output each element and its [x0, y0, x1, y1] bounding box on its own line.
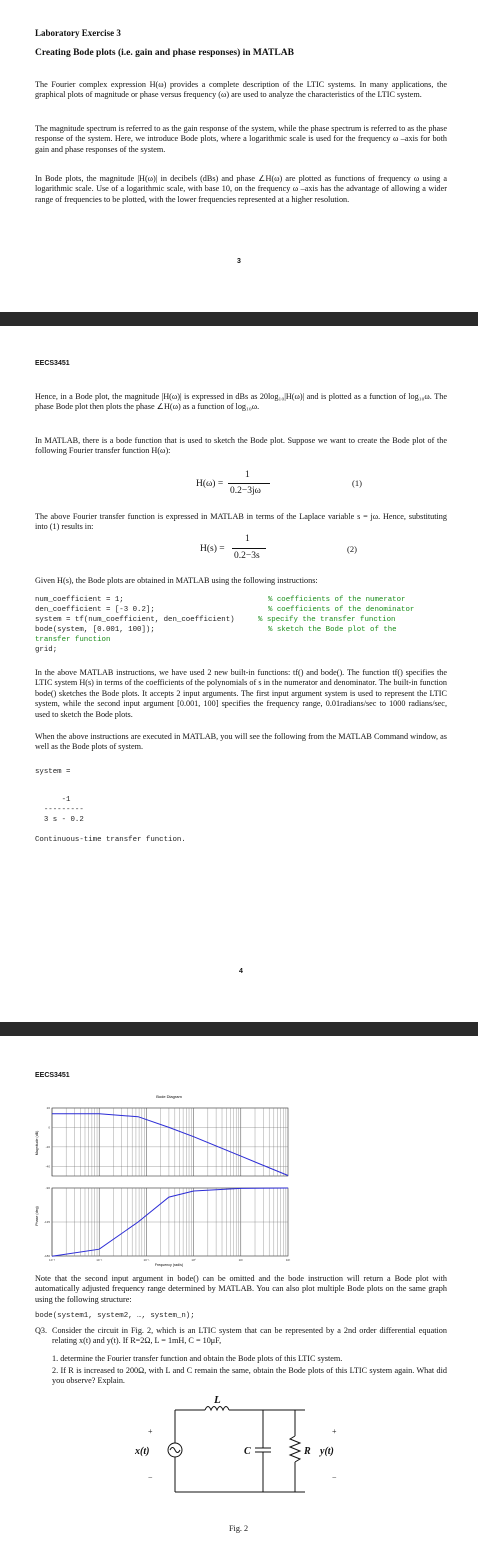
output-line-5: Continuous-time transfer function. [35, 836, 186, 844]
inductor-label: L [214, 1394, 221, 1406]
page-number: 4 [239, 968, 243, 975]
y-tick-label: -180 [43, 1254, 50, 1259]
y-tick-label: 0 [48, 1125, 50, 1130]
input-plus: + [148, 1427, 153, 1436]
rlc-circuit-diagram [130, 1396, 350, 1506]
bode-title: Bode Diagram [156, 1094, 182, 1099]
functions-paragraph: In the above MATLAB instructions, we have used 2 new built-in functions: tf() and bode(). The function tf() specifies the LTIC system H(s) in terms of the coefficients of the polynomials of s in the numerator and denominator. The built-in function bode() sketches the Bode plots. It accepts 2 input arguments. The first input argument system is used to represent the LTIC system, while the second input argument [0.001, 100] specifies the frequency range, 0.01radians/sec to 1000 radians/sec, used to sketch the Bode plots. [35, 668, 447, 719]
code-line-2: den_coefficient = [-3 0.2]; [35, 606, 155, 614]
plot-frame [52, 1108, 288, 1176]
page-4 [0, 326, 478, 1020]
y-tick-label: -20 [45, 1145, 50, 1150]
code-comment-3: % specify the transfer function [258, 616, 396, 624]
equation-1-fraction-bar [228, 483, 270, 484]
x-tick-label: 10⁻³ [49, 1258, 55, 1262]
resistor-label: R [304, 1446, 311, 1457]
page-5 [0, 1036, 478, 1544]
intro-paragraph: The Fourier complex expression H(ω) provides a complete description of the LTIC systems. In many applications, the graphical plots of magnitude or phase versus frequency (ω) are used to analyze the characteristics of the LTIC system. [35, 80, 447, 100]
code-line-4: bode(system, [0.001, 100]); [35, 626, 155, 634]
y-tick-label: -40 [45, 1164, 50, 1169]
code-comment-1: % coefficients of the numerator [268, 596, 406, 604]
gain-phase-paragraph: The magnitude spectrum is referred to as the gain response of the system, while the phase spectrum is referred to as the phase response of the system. Here, we introduce Bode plots, where a logarithmic scale is used for the frequency ω –axis for both gain and phase responses of the system. [35, 124, 447, 154]
x-tick-label: 10⁻² [96, 1258, 103, 1262]
x-tick-label: 10⁻¹ [143, 1258, 150, 1262]
code-comment-2: % coefficients of the denominator [268, 606, 415, 614]
code-comment-wrap: transfer function [35, 636, 111, 644]
code-line-5: grid; [35, 646, 58, 654]
output-minus: − [332, 1473, 337, 1482]
output-label: y(t) [320, 1446, 334, 1457]
exercise-title: Laboratory Exercise 3 [35, 28, 121, 38]
x-tick-label: 10⁰ [191, 1258, 196, 1262]
x-tick-label: 10² [285, 1258, 291, 1262]
output-line-4: 3 s - 0.2 [35, 816, 84, 824]
phase-ylabel: Phase (deg) [35, 1206, 39, 1226]
equation-1-denominator: 0.2−3jω [230, 486, 261, 496]
output-plus: + [332, 1427, 337, 1436]
question-text: Consider the circuit in Fig. 2, which is an LTIC system that can be represented by a 2nd order differential equation relating x(t) and y(t). If R=2Ω, L = 1mH, C = 10μF, [52, 1326, 447, 1346]
y-tick-label: -135 [43, 1220, 50, 1225]
output-line-1: system = [35, 768, 71, 776]
input-label: x(t) [135, 1446, 150, 1457]
page-3 [0, 0, 478, 308]
y-tick-label: -90 [45, 1186, 50, 1191]
page-separator [0, 1022, 478, 1036]
equation-2-denominator: 0.2−3s [234, 551, 260, 561]
matlab-bode-paragraph: In MATLAB, there is a bode function that is used to sketch the Bode plot. Suppose we want to create the Bode plot of the following Fourier transfer function H(ω): [35, 436, 447, 456]
output-line-3: --------- [35, 806, 84, 814]
bode-note-paragraph: Note that the second input argument in bode() can be omitted and the bode instruction will return a Bode plot with automatically adjusted frequency range determined by MATLAB. You can also plot multiple Bode plots on the same graph using the following structure: [35, 1274, 447, 1304]
page-number: 3 [237, 258, 241, 265]
laplace-paragraph: The above Fourier transfer function is expressed in MATLAB in terms of the Laplace variable s = jω. Hence, substituting into (1) results in: [35, 512, 447, 532]
equation-1-tag: (1) [352, 478, 362, 488]
bode-intro-paragraph: Hence, in a Bode plot, the magnitude |H(ω)| is expressed in dBs as 20log₁₀|H(ω)| and is plotted as a function of log₁₀ω. The phase Bode plot then plots the phase ∠H(ω) as a function of log₁₀ω. [35, 392, 447, 412]
equation-1-lhs: H(ω) = [196, 479, 224, 489]
figure-caption: Fig. 2 [229, 1524, 249, 1533]
capacitor-label: C [244, 1446, 251, 1457]
output-intro-paragraph: When the above instructions are executed in MATLAB, you will see the following from the MATLAB Command window, as well as the Bode plots of system. [35, 732, 447, 752]
output-line-2: -1 [35, 796, 71, 804]
code-line-3: system = tf(num_coefficient, den_coefficient) [35, 616, 235, 624]
equation-2-fraction-bar [232, 548, 266, 549]
page-header: EECS3451 [35, 360, 70, 367]
frequency-xlabel: Frequency (rad/s) [154, 1263, 184, 1267]
code-comment-4: % sketch the Bode plot of the [268, 626, 397, 634]
question-item-1: 1. determine the Fourier transfer function and obtain the Bode plots of this LTIC system. [52, 1354, 343, 1363]
equation-2-numerator: 1 [245, 534, 250, 544]
input-minus: − [148, 1473, 153, 1482]
multi-bode-code: bode(system1, system2, …, system_n); [35, 1312, 195, 1320]
magnitude-ylabel: Magnitude (dB) [35, 1130, 39, 1156]
instructions-intro: Given H(s), the Bode plots are obtained in MATLAB using the following instructions: [35, 576, 318, 585]
log-scale-paragraph: In Bode plots, the magnitude |H(ω)| in decibels (dBs) and phase ∠H(ω) are plotted as functions of frequency ω using a logarithmic scale. Use of a logarithmic scale, with base 10, on the frequency ω –axis has the advantage of allowing a wider range of frequencies to be plotted, with the lower frequencies represented at a higher resolution. [35, 174, 447, 204]
equation-2-lhs: H(s) = [200, 544, 225, 554]
bode-diagram [34, 1088, 294, 1268]
y-tick-label: 20 [46, 1106, 50, 1111]
page-header: EECS3451 [35, 1072, 70, 1079]
equation-2-tag: (2) [347, 544, 357, 554]
code-line-1: num_coefficient = 1; [35, 596, 124, 604]
page-separator [0, 312, 478, 326]
exercise-subtitle: Creating Bode plots (i.e. gain and phase responses) in MATLAB [35, 48, 294, 58]
bode-plot-area [44, 1106, 290, 1262]
question-label: Q3. [35, 1326, 48, 1335]
x-tick-label: 10¹ [238, 1258, 243, 1262]
equation-1-numerator: 1 [245, 470, 250, 480]
question-item-2: 2. If R is increased to 200Ω, with L and C remain the same, obtain the Bode plots of this LTIC system again. What did you observe? Explain. [52, 1366, 447, 1386]
